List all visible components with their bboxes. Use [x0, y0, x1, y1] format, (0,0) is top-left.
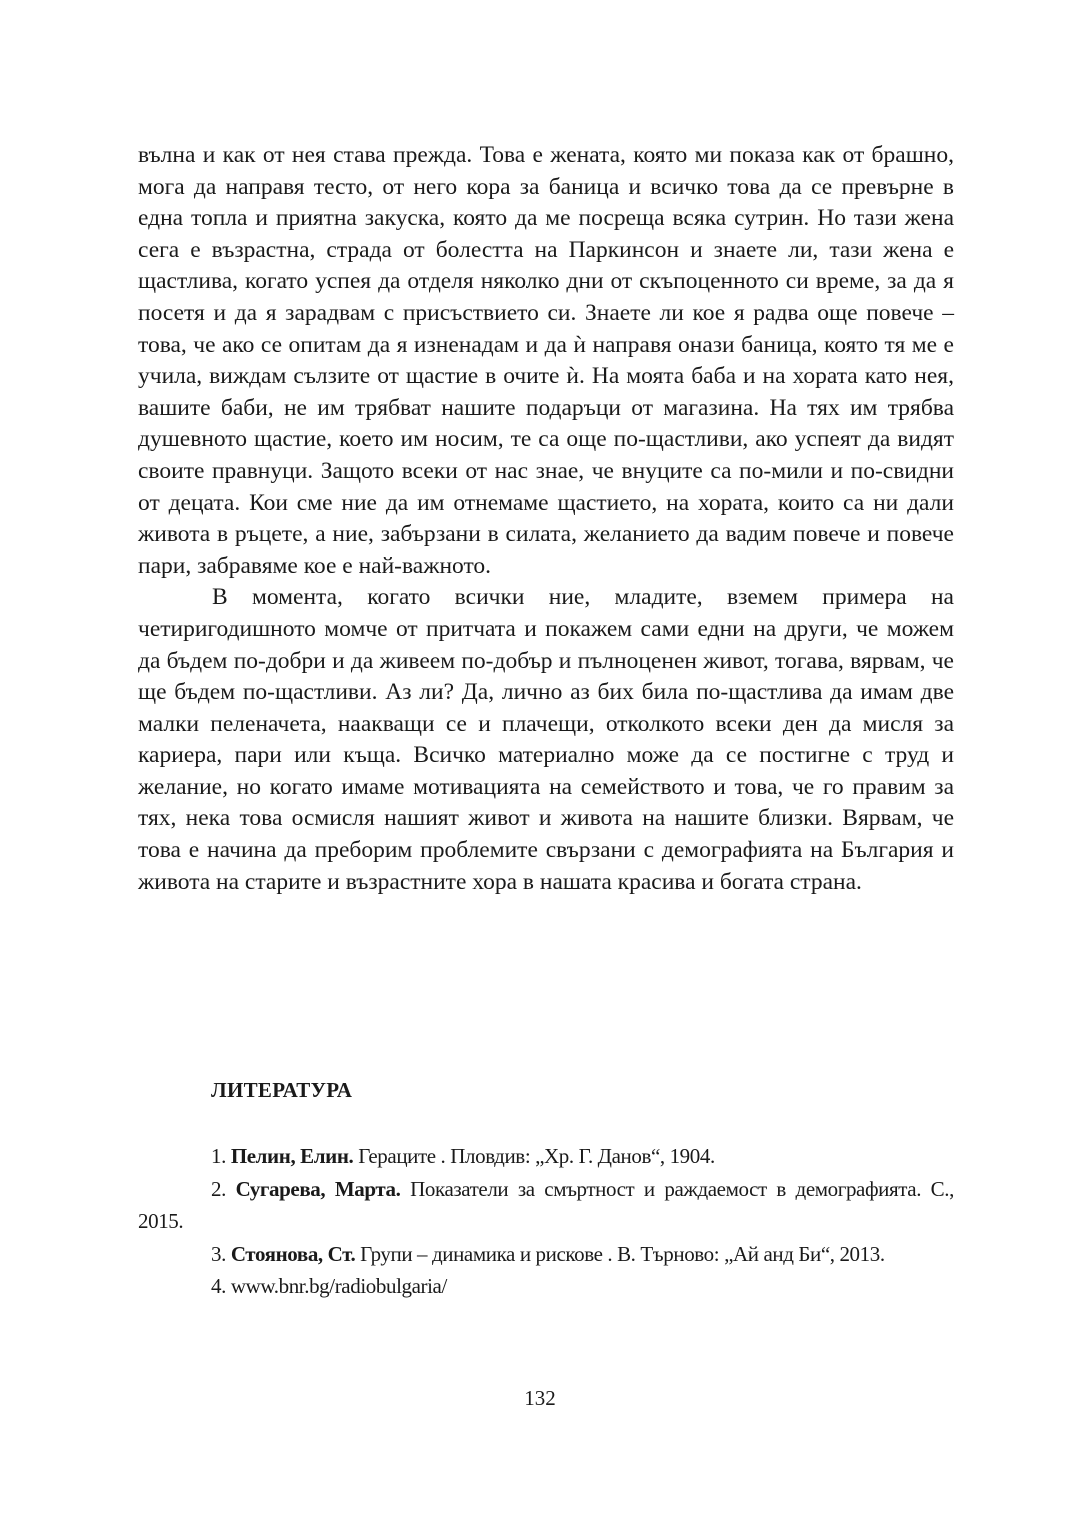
body-paragraph-2: В момента, когато всички ние, младите, вземем примера на четиригодишното момче от притчата и покажем сами едни на други, че можем да бъдем по-добри и да живеем по-добър и пълноценен живот, тогава, вярвам, че ще бъдем по-щастливи. Аз ли? Да, лично аз бих била по-щастлива да имам две малки пеленачета, наакващи се и плачещи, отколкото всеки ден да мисля за кариера, пари или къща. Всичко материално може да се постигне с труд и желание, но когато имаме мотивацията на семейството и това, че го правим за тях, нека това осмисля нашият живот и живота на нашите близки. Вярвам, че това е начина да преборим проблемите свързани с демографията на България и живота на старите и възрастните хора в нашата красива и богата страна. — [138, 584, 954, 895]
reference-details: Гераците . Пловдив: „Хр. Г. Данов“, 1904. — [353, 1144, 715, 1168]
reference-author: Пелин, Елин. — [230, 1144, 354, 1168]
reference-item — [138, 1270, 954, 1303]
reference-item — [138, 1238, 954, 1271]
literature-heading: ЛИТЕРАТУРА — [211, 1078, 353, 1102]
reference-number: 2. — [211, 1176, 226, 1201]
reference-author: Сугарева, Марта. — [235, 1176, 401, 1201]
reference-list — [138, 1140, 954, 1303]
page-number: 132 — [524, 1386, 556, 1410]
reference-item — [138, 1140, 954, 1173]
reference-number: 3. — [211, 1241, 226, 1266]
reference-url[interactable]: www.bnr.bg/radiobulgaria/ — [230, 1274, 447, 1298]
body-paragraph-1: вълна и как от нея става прежда. Това е жената, която ми показа как от брашно, мога да направя тесто, от него кора за баница и всичко това да се превърне в една топла и приятна закуска, която да ме посреща всяка сутрин. Но тази жена сега е възрастна, страда от болестта на Паркинсон и знаете ли, тази жена е щастлива, когато успея да отделя няколко дни от скъпоценното си време, за да я посетя и да я зарадвам с присъствието си. Знаете ли кое я радва още повече – това, че ако се опитам да я изненадам и да ѝ направя онази баница, която тя ме е учила, виждам сълзите от щастие в очите ѝ. На моята баба и на хората като нея, вашите баби, не им трябват нашите подаръци от магазина. На тях им трябва душевното щастие, което им носим, те са още по-щастливи, ако успеят да видят своите правнуци. Защото всеки от нас знае, че внуците са по-мили и по-свидни от децата. Кои сме ние да им отнемаме щастието, на хората, които са ни дали живота в ръцете, а ние, забързани в силата, желанието да вадим повече и повече пари, забравяме кое е най-важното. — [138, 142, 954, 579]
reference-item — [138, 1173, 954, 1238]
reference-details: Групи – динамика и рискове . В. Търново: „Ай анд Би“, 2013. — [355, 1241, 885, 1266]
reference-number: 1. — [211, 1144, 226, 1168]
reference-author: Стоянова, Ст. — [230, 1241, 356, 1266]
reference-number: 4. — [211, 1274, 226, 1298]
body-text — [138, 140, 954, 898]
reference-details: Показатели за смъртност и раждаемост в демографията. С., 2015. — [138, 1176, 954, 1233]
